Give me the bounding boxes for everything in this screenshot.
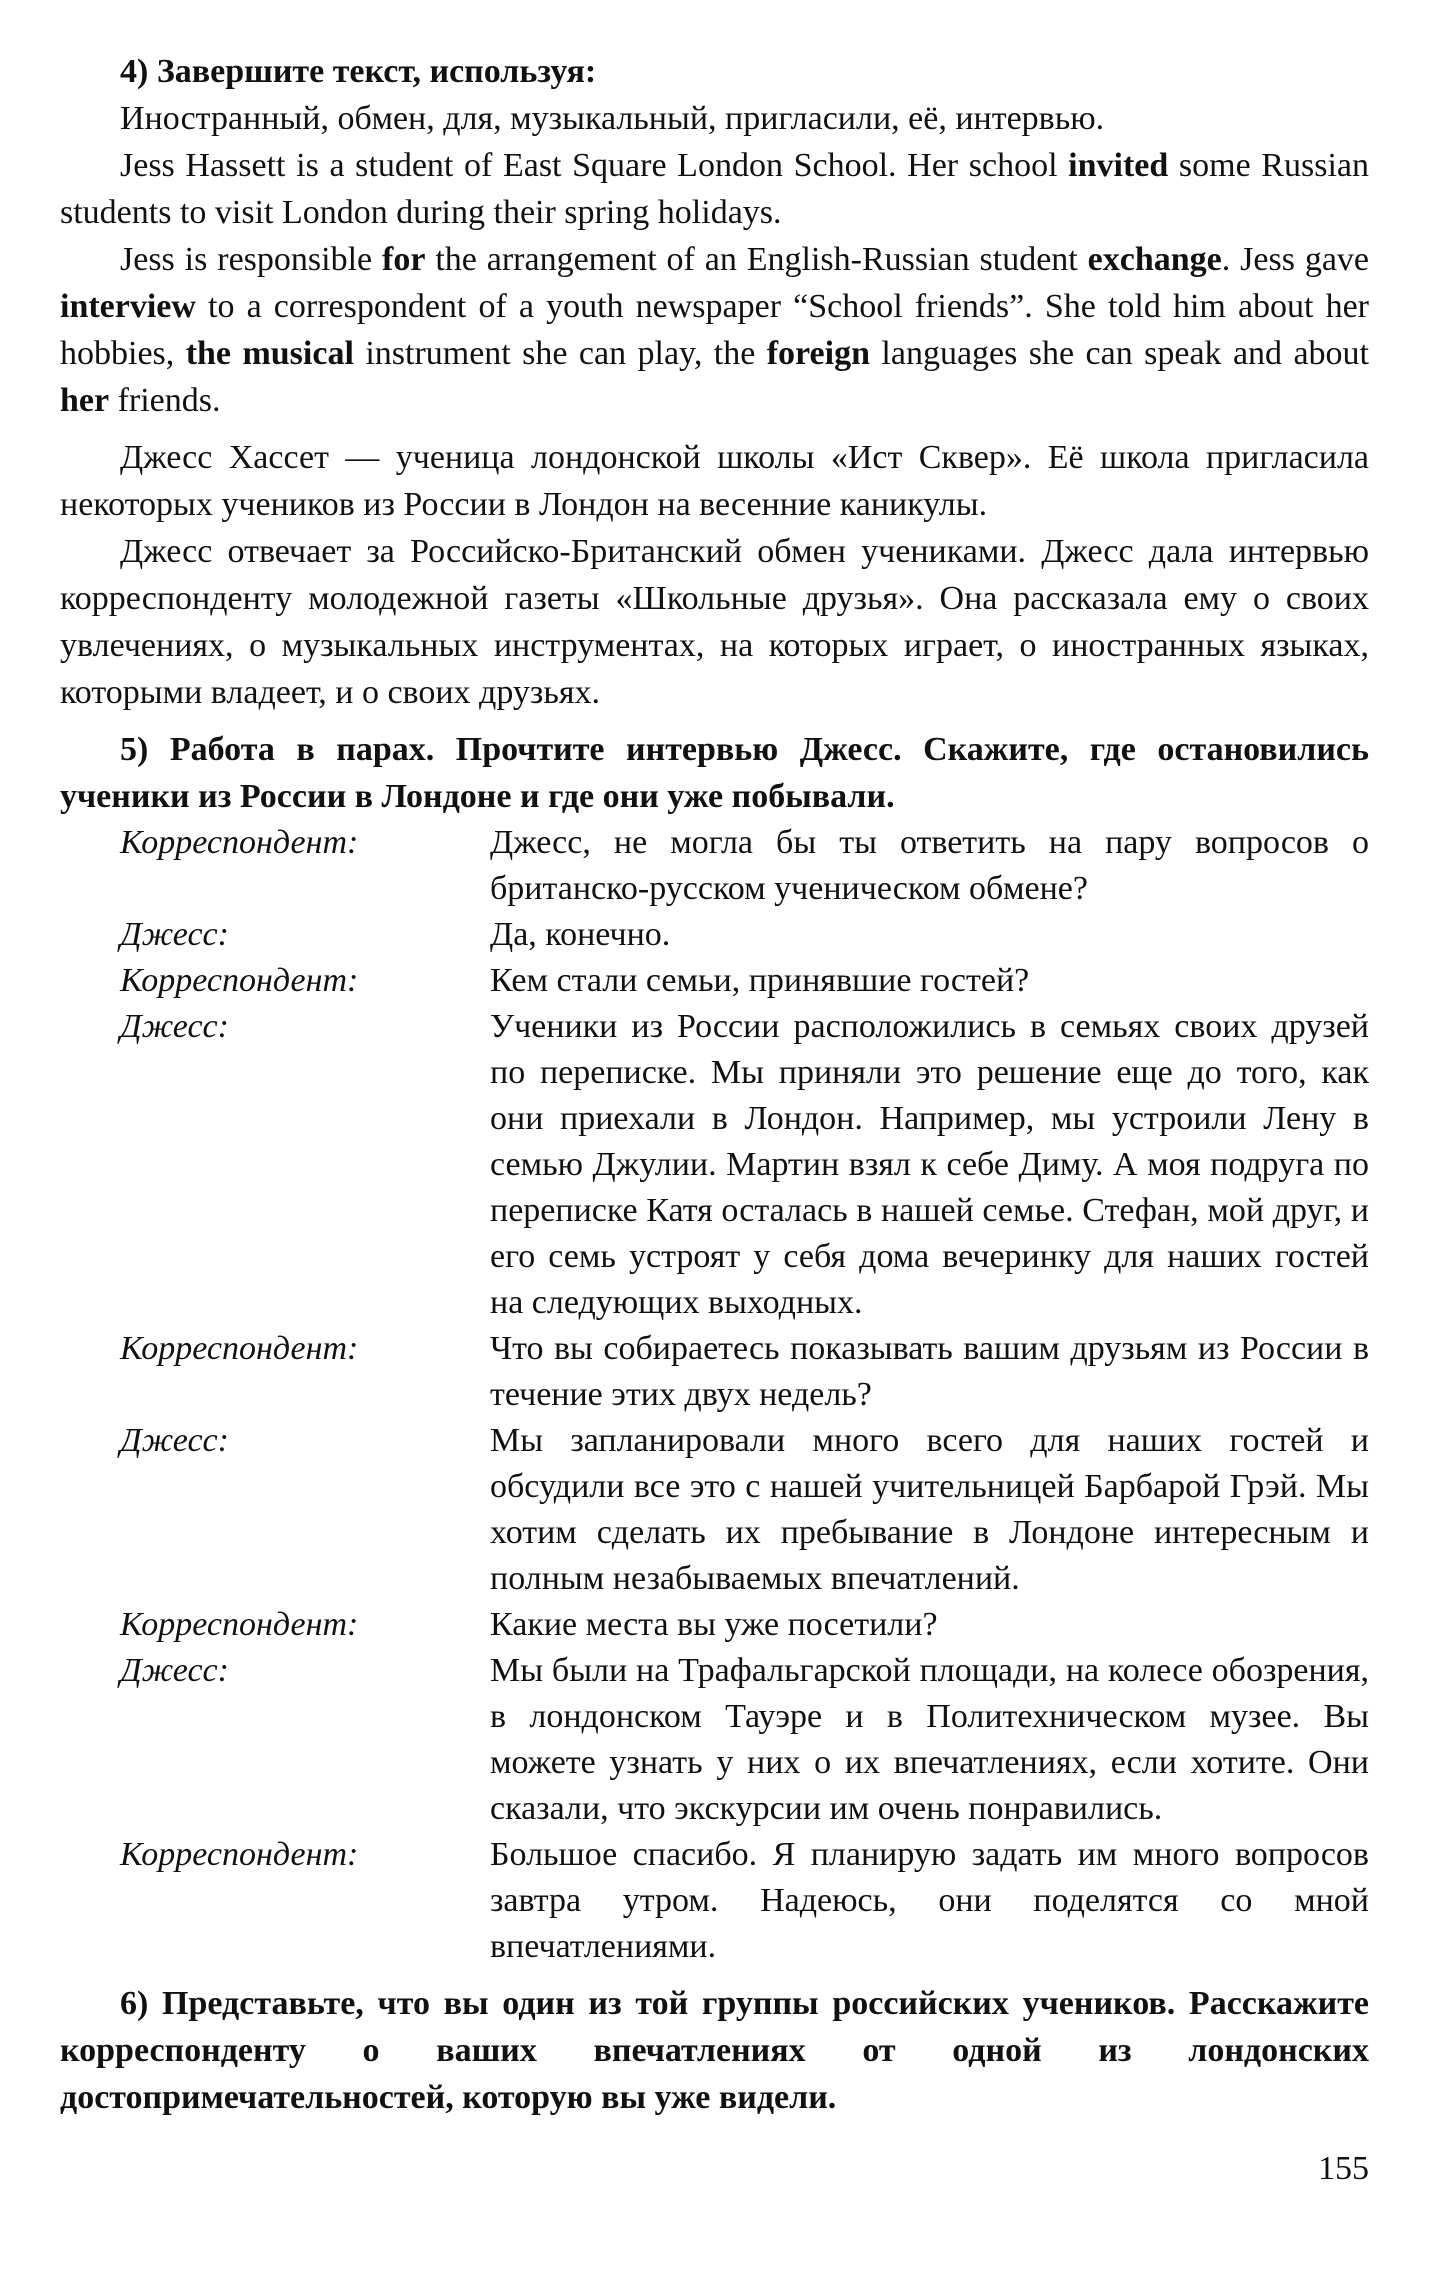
- dialogue-row: [60, 820, 1369, 912]
- dialogue-row: [60, 1004, 1369, 1326]
- dialogue-text: Какие места вы уже посетили?: [490, 1606, 938, 1643]
- english-paragraph-1: Jess Hassett is a student of East Square London School. Her school invited some Russian students to visit London during their spring holidays.: [60, 147, 1369, 231]
- dialogue-speaker: Джесс:: [120, 1008, 229, 1045]
- dialogue-speaker: Корреспондент:: [120, 1836, 359, 1873]
- dialogue-text: Мы были на Трафальгарской площади, на колесе обозрения, в лондонском Тауэре и в Политехническом музее. Вы можете узнать у них о их впечатлениях, если хотите. Они сказали, что экскурсии им очень понравились.: [490, 1652, 1369, 1827]
- dialogue-text: Кем стали семьи, принявшие гостей?: [490, 962, 1030, 999]
- task-5-heading: 5) Работа в парах. Прочтите интервью Джесс. Скажите, где остановились ученики из России в Лондоне и где они уже побывали.: [60, 731, 1369, 815]
- dialogue-text: Большое спасибо. Я планирую задать им много вопросов завтра утром. Надеюсь, они поделятся со мной впечатлениями.: [490, 1836, 1369, 1965]
- dialogue-speaker: Джесс:: [120, 1422, 229, 1459]
- dialogue-speaker: Джесс:: [120, 1652, 229, 1689]
- interview-dialogue: [60, 820, 1369, 1970]
- dialogue-speaker: Джесс:: [120, 916, 229, 953]
- dialogue-row: [60, 1418, 1369, 1602]
- dialogue-row: [60, 1832, 1369, 1970]
- dialogue-row: [60, 1602, 1369, 1648]
- dialogue-text: Что вы собираетесь показывать вашим друзьям из России в течение этих двух недель?: [490, 1330, 1369, 1413]
- dialogue-text: Ученики из России расположились в семьях своих друзей по переписке. Мы приняли это решение еще до того, как они приехали в Лондон. Например, мы устроили Лену в семью Джулии. Мартин взял к себе Диму. А моя подруга по переписке Катя осталась в нашей семье. Стефан, мой друг, и его семь устроят у себя дома вечеринку для наших гостей на следующих выходных.: [490, 1008, 1369, 1321]
- dialogue-row: [60, 958, 1369, 1004]
- dialogue-text: Джесс, не могла бы ты ответить на пару вопросов о британско-русском ученическом обмене?: [490, 824, 1369, 907]
- dialogue-speaker: Корреспондент:: [120, 962, 359, 999]
- russian-paragraph-1: Джесс Хассет — ученица лондонской школы «Ист Сквер». Её школа пригласила некоторых учеников из России в Лондон на весенние каникулы.: [60, 439, 1369, 523]
- dialogue-text: Мы запланировали много всего для наших гостей и обсудили все это с нашей учительницей Барбарой Грэй. Мы хотим сделать их пребывание в Лондоне интересным и полным незабываемых впечатлений.: [490, 1422, 1369, 1597]
- dialogue-speaker: Корреспондент:: [120, 1330, 359, 1367]
- dialogue-row: [60, 912, 1369, 958]
- task-4-word-list: Иностранный, обмен, для, музыкальный, пригласили, её, интервью.: [120, 100, 1105, 137]
- english-paragraph-2: Jess is responsible for the arrangement of an English-Russian student exchange. Jess gave interview to a correspondent of a youth newspaper “School friends”. She told him about her hobbies, the musical instrument she can play, the foreign languages she can speak and about her friends.: [60, 241, 1370, 419]
- task-4-heading: 4) Завершите текст, используя:: [120, 53, 597, 90]
- dialogue-row: [60, 1648, 1369, 1832]
- page-number: 155: [1318, 2150, 1369, 2187]
- dialogue-row: [60, 1326, 1369, 1418]
- task-6-heading: 6) Представьте, что вы один из той группы российских учеников. Расскажите корреспонденту о ваших впечатлениях от одной из лондонских достопримечательностей, которую вы уже видели.: [60, 1985, 1369, 2116]
- russian-paragraph-2: Джесс отвечает за Российско-Британский обмен учениками. Джесс дала интервью корреспонденту молодежной газеты «Школьные друзья». Она рассказала ему о своих увлечениях, о музыкальных инструментах, на которых играет, о иностранных языках, которыми владеет, и о своих друзьях.: [60, 533, 1369, 711]
- dialogue-speaker: Корреспондент:: [120, 824, 359, 861]
- dialogue-text: Да, конечно.: [490, 916, 671, 953]
- dialogue-speaker: Корреспондент:: [120, 1606, 359, 1643]
